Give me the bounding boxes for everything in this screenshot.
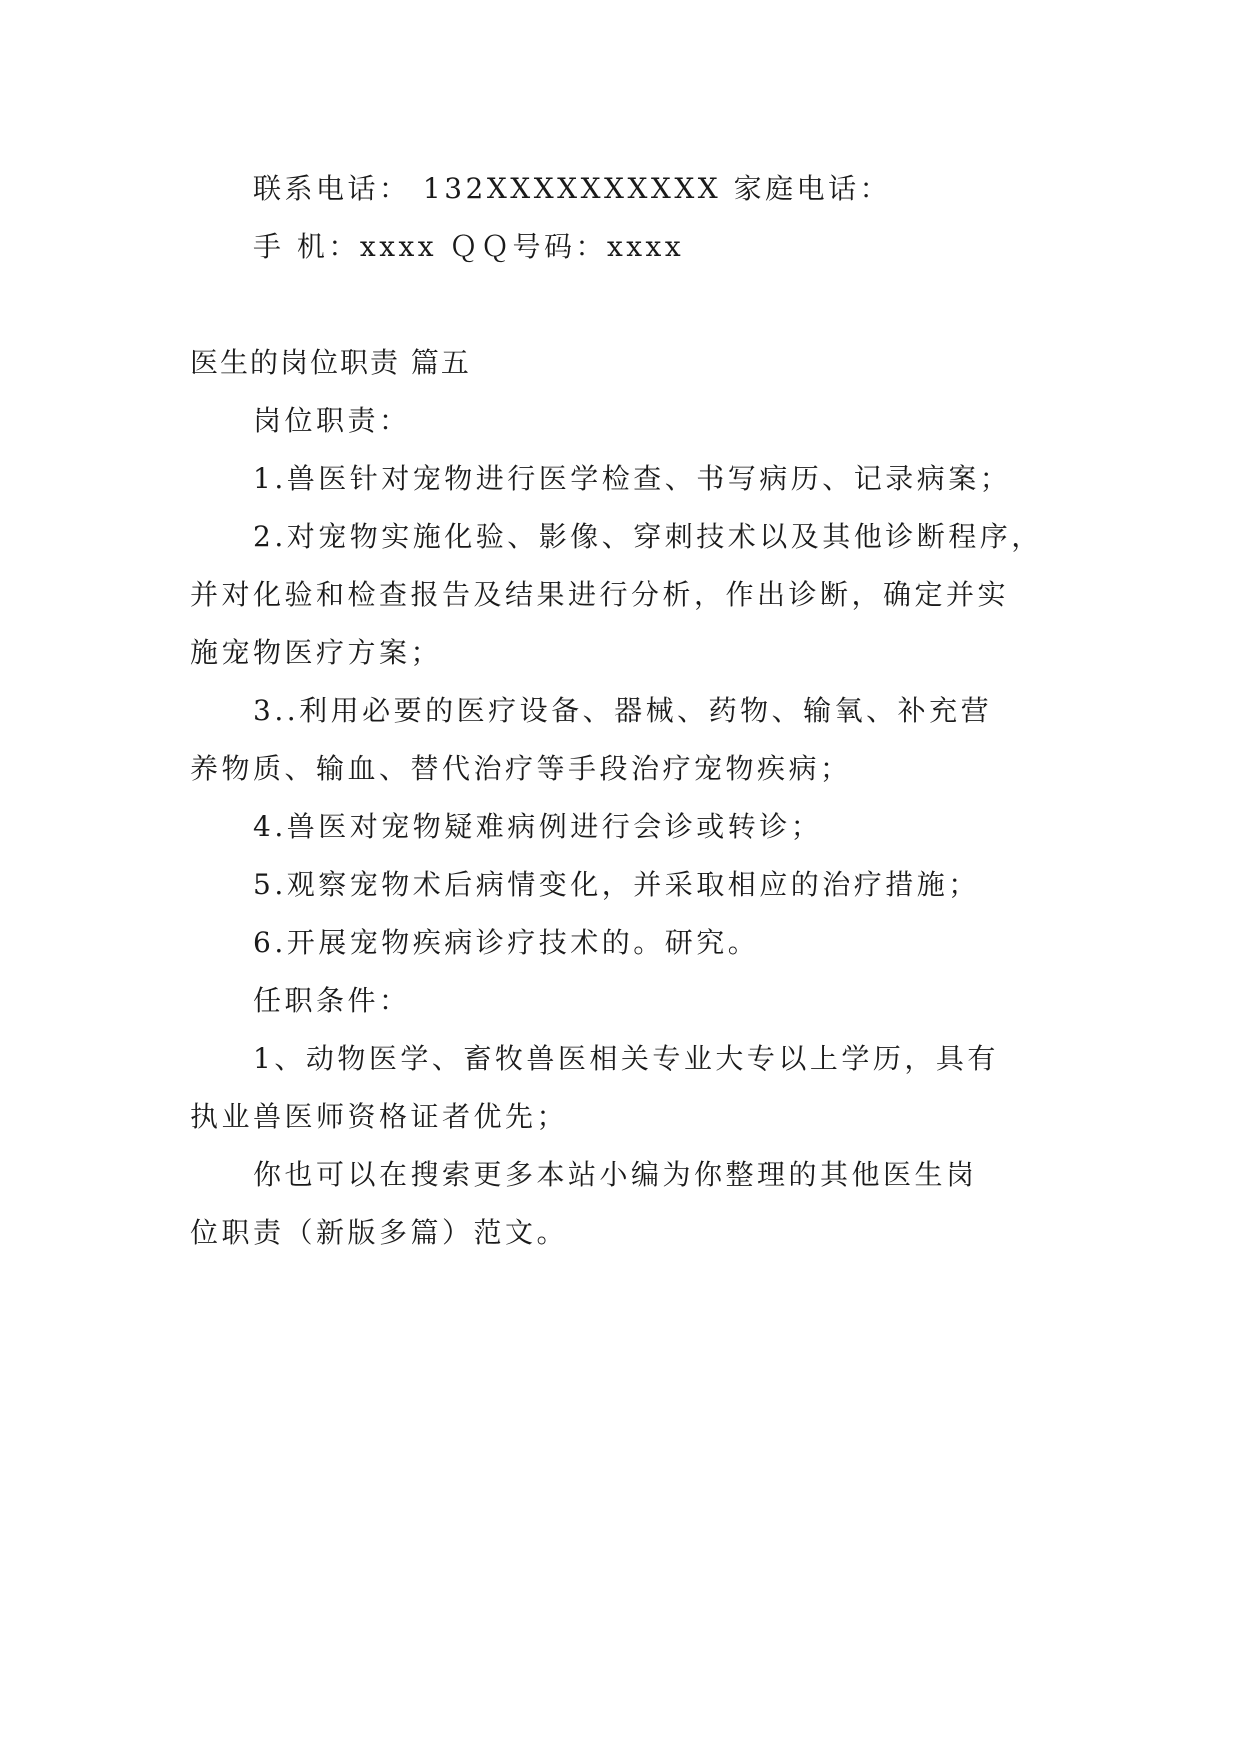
- document-body: [190, 160, 1060, 1262]
- contact-mobile-line: 手 机：xxxx ＱＱ号码：xxxx: [253, 230, 685, 263]
- duty-item-6: 6.开展宠物疾病诊疗技术的。研究。: [253, 926, 760, 959]
- duties-label: 岗位职责：: [253, 404, 411, 437]
- duty-item-3-line-1: 3..利用必要的医疗设备、器械、药物、输氧、补充营: [253, 694, 993, 727]
- closing-line-2: 位职责（新版多篇）范文。: [190, 1216, 569, 1249]
- requirement-item-1-line-1: 1、动物医学、畜牧兽医相关专业大专以上学历，具有: [253, 1042, 999, 1075]
- duty-item-4: 4.兽医对宠物疑难病例进行会诊或转诊；: [253, 810, 823, 843]
- contact-phone-line: 联系电话： 132XXXXXXXXXX 家庭电话：: [253, 172, 892, 205]
- duty-item-1: 1.兽医针对宠物进行医学检查、书写病历、记录病案；: [253, 462, 1012, 495]
- duty-item-2-line-3: 施宠物医疗方案；: [190, 636, 443, 669]
- blank-line: [190, 276, 1060, 334]
- duty-item-5: 5.观察宠物术后病情变化，并采取相应的治疗措施；: [253, 868, 980, 901]
- closing-line-1: 你也可以在搜索更多本站小编为你整理的其他医生岗: [253, 1158, 978, 1191]
- requirements-label: 任职条件：: [253, 984, 411, 1017]
- duty-item-3-line-2: 养物质、输血、替代治疗等手段治疗宠物疾病；: [190, 752, 852, 785]
- section-title: 医生的岗位职责 篇五: [190, 346, 471, 379]
- duty-item-2-line-2: 并对化验和检查报告及结果进行分析，作出诊断，确定并实: [190, 578, 1010, 611]
- duty-item-2-line-1: 2.对宠物实施化验、影像、穿刺技术以及其他诊断程序，: [253, 520, 1043, 553]
- requirement-item-1-line-2: 执业兽医师资格证者优先；: [190, 1100, 569, 1133]
